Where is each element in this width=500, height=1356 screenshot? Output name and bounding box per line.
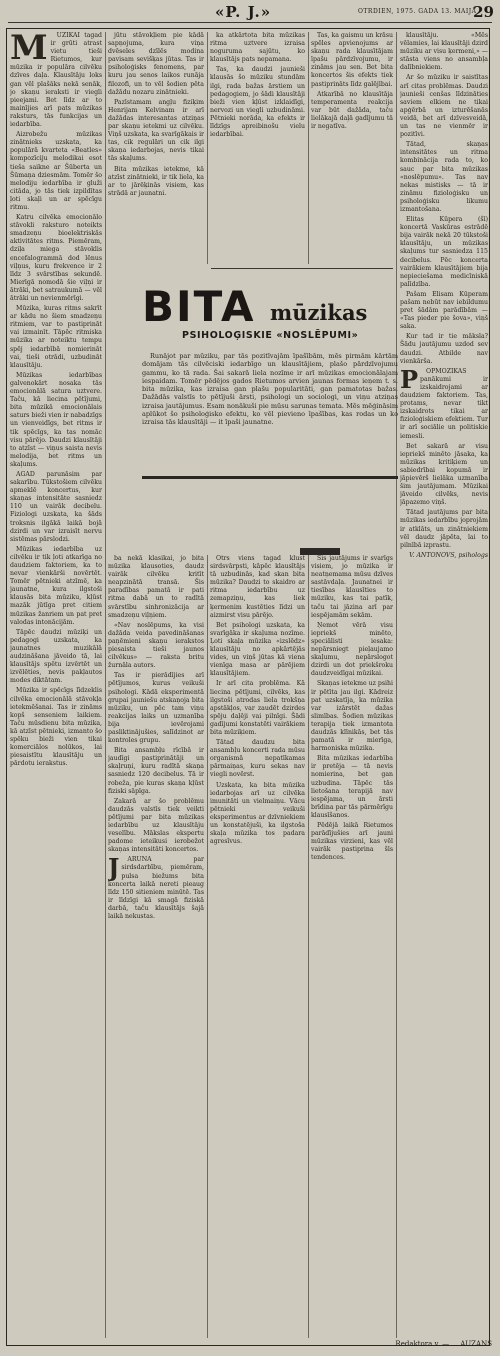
section-divider-mark [300,548,340,555]
drop-cap: M [10,32,48,68]
paragraph: Zakarā ar šo problēmu daudzās valstīs tiek veikti pētījumi par bita mūzikas iedarbību uz klausītāju veselību. Mākslas ekspertu padome ieteikusi ierobežot skaņas intensitāti koncertos. [108,797,204,854]
paragraph: Ir arī cita problēma. Kā liecina pētījumi, cilvēks, kas ilgstoši atrodas liela trokšņa apstākļos, var zaudēt dzirdes spēju daļēji vai pilnīgi. Šādi gadījumi konstatēti vairākiem bita mūziķiem. [210,680,305,736]
paragraph: Bita ansambļu rīcībā ir jaudīgi pastiprinātāji un skaļruņi, kuru radītā skaņa sasniedz 120 decibelus. Tā ir robeža, pie kuras skaņa kļūst fiziski sāpīga. [108,747,204,795]
paragraph: ka atkārtota bita mūzikas ritma uztvere izraisa noguruma sajūtu, ko klausītājs pats nepamana. [210,32,305,64]
text-column-3-bottom [210,555,305,1335]
text-column-3-top [210,32,305,264]
text-column-2-bottom [108,555,204,1335]
paragraph: Elitas Kūpera (šī) koncertā Vaskūras estrādē bija vairāk nekā 20 tūkstoši klausītāju, un mūzikas skaļums tur sasniedza 115 decibelus. Pēc koncerta vairākiem klausītājiem bija nepieciešama medicīniskā palīdzība. [400,216,488,288]
paragraph: Skaņas ietekme uz psihi ir pētīta jau ilgi. Kādreiz pat uzskatīja, ka mūzika var izārstēt dažas slimības. Šodien mūzikas terapija tiek izmantota daudzās klīnikās, bet tās pamatā ir mierīga, harmoniska mūzika. [311,680,393,753]
text-column-4-bottom [311,555,393,1335]
paragraph: Mūzikas iedarbības galvenokārt nosaka tās emocionālā satura uztvere. Taču, kā liecina pētījumi, bita mūzikā emocionālais saturs bieži vien ir nabadzīgs un vienveidīgs, bet ritms ir tik spēcīgs, ka tas nomāc visu pārējo. Daudzi klausītāji to atzīst — viņus saista nevis melodija, bet ritms un skaļums. [10,371,102,468]
paragraph: Tas, ka gaismu un krāsu spēles apvienojums ar skaņu rada klausītājam īpašu pārdzīvojumu, ir zināms jau sen. Bet bita koncertos šis efekts tiek pastiprināts līdz galējībai. [311,32,393,88]
headline-title: BITA [142,282,256,331]
text-column-5 [400,32,488,1332]
paragraph: Tāpēc daudzi mūziķi un pedagogi uzskata, ka jaunatnes muzikālā audzināšana jāveido tā, lai klausītājs spētu izvērtēt un izvēlēties, nevis pakļautos modes diktātam. [10,628,102,685]
paragraph: AGAD parunāsim par sakarību. Tūkstošiem cilvēku apmeklē koncertus, kur skaņas intensitāte sasniedz 110 un vairāk decibelu. Fiziologi uzskata, ka šāds troksnis ilgākā laikā bojā dzirdi un var izraisīt nervu sistēmas pārslodzi. [10,470,102,543]
header-rule [8,22,492,23]
paragraph: Bet psihologi uzskata, ka svarīgāka ir skaļuma nozīme. Ļoti skaļa mūzika «izslēdz» klausītāju no apkārtējās vides, un viņš jūtas kā viena vienīga masa ar pārējiem klausītājiem. [210,621,305,678]
text-column-2-top [108,32,204,264]
paragraph: Tas, ka daudzi jaunieši klausās šo mūziku stundām ilgi, rada bažas ārstiem un pedagogiem, jo šādi klausītāji bieži vien kļūst izklaidīgi, nervozi un viegli uzbudināmi. Pētnieki norāda, ka efekts ir līdzīgs apreibinošu vielu iedarbībai. [210,66,305,139]
text-column-1 [10,32,102,1332]
paragraph: Uzskata, ka bita mūzika iedarbojas arī uz cilvēka imunitāti un vielmaiņu. Vācu pētnieki veikuši eksperimentus ar dzīvniekiem un konstatējuši, ka ilgstoša skaļa mūzika tos padara agresīvus. [210,781,305,846]
paragraph: «Nav noslēpums, ka visi dažāda veida pavedināšanas paņēmieni skaņu ierakstos piesaista tieši jaunos cilvēkus» — raksta britu žurnāla autors. [108,621,204,670]
author-signature: V. ANTONOVS, psihologs [409,551,488,559]
paragraph: ARUNA par sirdsdarbību, piemēram, pulsa biežums bita koncerta laikā nereti pieaug līdz 150 sitieniem minūtē. Tas ir līdzīgi kā smagā fiziskā darbā, taču klausītājs šajā laikā nekustas. [108,856,204,921]
paragraph: Bita mūzikas ietekme, kā atzīst zinātnieki, ir tik liela, ka ar to jārēķinās visiem, kas strādā ar jaunatni. [108,165,204,197]
paragraph: Tātad, skaņas intensitātes un ritma kombinācija rada to, ko sauc par bita mūzikas «noslēpumu». Tas nav nekas mistisks — tā ir zināmu fizioloģisku un psiholoģisku likumu izmantošana. [400,141,488,213]
page-header [0,0,500,24]
column-separator [207,32,208,264]
column-separator [308,32,309,264]
lead-underline-bar [142,476,398,479]
headline-top-rule [211,268,393,269]
paragraph: Pēdējā laikā Rietumos parādījušies arī jauni mūzikas virzieni, kas vēl vairāk pastiprina šīs tendences. [311,822,393,862]
paragraph: Mūzikas iedarbība uz cilvēku ir tik ļoti atkarīga no daudziem faktoriem, ka to nevar vienkārši novērtēt. Tomēr pētnieki atzīmē, ka jaunatne, kura ilgstoši klausās bita mūziku, kļūst mazāk jūtīga pret citiem mūzikas žanriem un pat pret valodas intonācijām. [10,545,102,626]
editor-footer: Redaktora v. — ... AUZANS [395,1340,492,1348]
headline-title-rest: mūzikas [270,300,368,325]
paragraph: Pašam Elisam Kūperam pašam nebūt nav iebildumu pret šādām parādībām — «Tas pieder pie šova», viņš saka. [400,290,488,331]
paragraph: Atkarībā no klausītāja temperamenta reakcija var būt dažāda, taču lielākajā daļā gadījumu tā ir negatīva. [311,90,393,131]
paragraph: Mūzika, kuras ritms sakrīt ar kādu no šiem smadzeņu ritmiem, var to pastiprināt vai izmainīt. Tāpēc ritmiska mūzika ar noteiktu tempu spēj iedarbībā nomierināt vai, tieši otrādi, uzbudināt klausītāju. [10,305,102,369]
column-separator [396,32,397,1338]
lead-paragraph: Runājot par mūziku, par tās pozitīvajām īpašībām, mēs pirmām kārtām domājam tās cilvēciski iedarbīgo un klausītājiem, plašo pārdzīvojumu gammu, ko tā rada. Šai sakarā liela nozīme ir arī mūzikas emocionālajam iespaidam. Tomēr pēdējos gados Rietumos arvien jaunas formas ieņem t. s. bita mūzika, kas izraisa gan plašu popularitāti, gan pamatotas bažas. Dažādās valstīs to pētījuši ārsti, psihologi un sociologi, un viņu atziņas izraisa jautājumus. Esam nonākuši pie mūsu sarunas temata. Mēs mēģināsim aplūkot šo psiholoģisko efektu, ko vēl pievieno īpašības, kas rodas un ko izraisa tās klausītāji — it īpaši jaunatne. [142,352,398,427]
column-separator [308,555,309,1338]
article-lead [142,352,398,470]
paragraph: Ar šo mūziku ir saistītas arī citas problēmas. Daudzi jaunieši cenšas līdzināties saviem elkiem ne tikai apģērbā un izturēšanās veidā, bet arī dzīvesveidā, un tas ne vienmēr ir pozitīvi. [400,74,488,139]
issue-date: OTRDIEN, 1975. GADA 13. MAIJĀ [358,8,477,15]
paragraph: jūtu stāvokļiem pie kādā sapņojuma, kura viņa dvēseles dzīlēs modina pavisam sevišķas jūtas. Tas ir psiholoģisks fenomens, par kuru jau senos laikos runāja filozofi, un to vēl šodien pēta dažādu nozaru zinātnieki. [108,32,204,96]
article-headline [142,282,398,348]
newspaper-brand: «P. J.» [215,3,272,21]
paragraph: OPMOZIKAS panākumi ir izskaidrojami ar daudziem faktoriem. Tas, protams, nevar tikt izskaidrots tikai ar fizioloģiskiem efektiem. Tur ir arī sociālie un politiskie iemesli. [400,367,488,440]
text-column-4-top [311,32,393,264]
headline-subtitle: PSIHOLOĢISKIE «NOSLĒPUMI» [182,330,359,341]
paragraph: Šis jautājums ir svarīgs visiem, jo mūzika ir neatņemama mūsu dzīves sastāvdaļa. Jaunatnei ir tiesības klausīties to mūziku, kas tai patīk, taču tai jāzina arī par iespējamām sekām. [311,555,393,619]
paragraph: Aizrobežu mūzikas zinātnieks uzskata, ka populārā kvarteta «Beatles» kompozīciju melodikai esot tieša saikne ar Šūberta un Šūmaņa dziesmām. Tomēr šo melodiju iedarbība ir gluži citāda, jo tās tiek izpildītas ļoti skaļi un ar spēcīgu ritmu. [10,131,102,211]
drop-cap: J [108,853,120,883]
drop-cap: P [400,364,419,394]
column-separator [105,32,106,1338]
paragraph: Otrs viens tagad klust sirdsvārpsti, kāpēc klausītājs tā uzbudinās, kad skan bita mūzika? Daudzi to skaidro ar ritma iedarbību uz zemapziņu, kas liek ķermenim kustēties līdzi un aizmirst visu pārējo. [210,555,305,619]
paragraph: Mūzika ir spēcīgs līdzeklis cilvēka emocionālā stāvokļa ietekmēšanai. Tas ir zināms kopš senseniem laikiem. Taču mūsdienu bita mūzika, kā atzīst pētnieki, izmanto šo spēku bieži vien tikai komerciālos nolūkos, lai piesaistītu klausītāju un pārdotu ierakstus. [10,687,102,768]
paragraph: Tātad jautājums par bita mūzikas iedarbību joprojām ir atklāts, un zinātniekiem vēl daudz jāpēta, lai to pilnībā izprastu. [400,509,488,549]
paragraph: Tātad daudzu bita ansambļu koncerti rada mūsu organismā nepatīkamas pārmaiņas, kuru sekas nav viegli novērst. [210,739,305,779]
paragraph: Tas ir pierādījies arī pētījumos, kurus veikuši psihologi. Kādā eksperimentā grupai jauniešu atskaņoja bita mūziku, un pēc tam viņu reakcijas laiks un uzmanība bija ievērojami pasliktinājušies, salīdzinot ar kontroles grupu. [108,672,204,745]
paragraph: Bita mūzikas iedarbība ir pretēja — tā nevis nomierina, bet gan uzbudina. Tāpēc tās lietošana terapijā nav iespējama, un ārsti brīdina par tās pārmērīgu klausīšanos. [311,755,393,819]
page-number: 29 [473,3,494,21]
paragraph: Katru cilvēka emocionālo stāvokli raksturo noteikts smadzeņu bioelektriskās aktivitātes ritms. Piemēram, dziļa miega stāvoklis encefalogrammā dod lēnus viļņus, kuru frekvence ir 2 līdz 3 svārstības sekundē. Mierīgā nomodā šie viļņi ir ātrāki, bet satraukumā — vēl ātrāki un nevienmērīgi. [10,214,102,302]
column-separator [207,555,208,1338]
paragraph: klausītāju. «Mēs vēlamies, lai klausītāji dzird mūziku ar visu ķermeni,» — stāsta viens no ansambļa dalībniekiem. [400,32,488,72]
paragraph: ŪZIKAI tagad ir grūti atrast vietu tieši Rietumos, kur mūzika ir populāra cilvēku dzīves daļa. Klausītāju loks gan vēl plašāks nekā senāk, jo skaņu ieraksti ir viegli pieejami. Bet līdz ar to mainījies arī pats mūzikas raksturs, tās funkcijas un iedarbība. [10,32,102,129]
paragraph: Kur tad ir tie māksla? Šādu jautājumu uzdod sev daudzi. Atbilde nav vienkārša. [400,333,488,365]
paragraph: Ņemot vērā visu iepriekš minēto, speciālisti iesaka: nepārsniegt pieļaujamo skaļumu, nepārslogot dzirdi un dot priekšroku daudzveidīgai mūzikai. [311,621,393,678]
paragraph: ba nekā klasikai, jo bita mūzika klausoties, daudz vairāk cilvēku kritīt neapzinātā transā. Šis paradības pamatā ir pati ritma dabā un to radītā svārstību sinhronizācija ar smadzeņu viļņiem. [108,555,204,619]
paragraph: Bet sakarā ar visu iepriekš minēto jāsaka, ka mūzikas kritiķiem un sabiedrībai kopumā ir jāpievērš lielāka uzmanība šim jautājumam. Mūzikai jāveido cilvēks, nevis jāpazemo viņš. [400,442,488,507]
paragraph: Pazīstamam angļu fiziķim Henrijam Kelvinam ir arī dažādas interesantas atziņas par skaņu ietekmi uz cilvēku. Viņš uzskata, ka svarīgākais ir tas, cik regulāri un cik ilgi skaņa iedarbojas, nevis tikai tās skaļums. [108,98,204,163]
